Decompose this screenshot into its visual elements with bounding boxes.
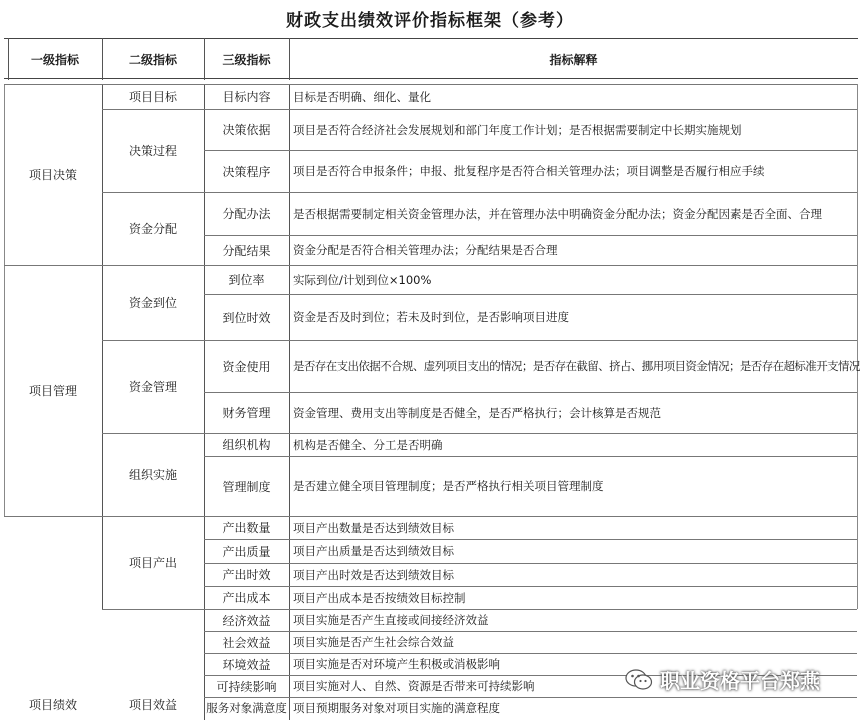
level3-cell: 产出成本 xyxy=(222,591,271,605)
page-title: 财政支出绩效评价指标框架（参考） xyxy=(286,11,574,31)
level3-cell: 到位时效 xyxy=(222,310,271,325)
level2-cell: 资金到位 xyxy=(128,296,177,310)
explanation-cell: 资金是否及时到位；若未及时到位，是否影响项目进度 xyxy=(293,310,569,324)
explanation-cell: 项目是否符合申报条件；申报、批复程序是否符合相关管理办法；项目调整是否履行相应手续 xyxy=(293,164,765,178)
explanation-cell: 资金管理、费用支出等制度是否健全，是否严格执行；会计核算是否规范 xyxy=(293,405,661,420)
explanation-cell: 项目实施对人、自然、资源是否带来可持续影响 xyxy=(293,679,535,693)
level2-cell: 项目产出 xyxy=(128,556,177,570)
explanation-cell: 是否根据需要制定相关资金管理办法，并在管理办法中明确资金分配办法；资金分配因素是否全面、合理 xyxy=(293,206,822,221)
level2-cell: 资金管理 xyxy=(128,380,177,394)
explanation-cell: 项目实施是否产生社会综合效益 xyxy=(293,635,454,649)
explanation-cell: 项目产出数量是否达到绩效目标 xyxy=(293,520,454,535)
level1-cell: 项目管理 xyxy=(28,384,77,398)
watermark-text: 职业资格平台郑燕 xyxy=(660,669,820,693)
explanation-cell: 是否建立健全项目管理制度；是否严格执行相关项目管理制度 xyxy=(293,479,604,493)
watermark xyxy=(624,665,820,694)
explanation-cell: 项目产出时效是否达到绩效目标 xyxy=(293,567,454,582)
explanation-cell: 项目实施是否对环境产生积极或消极影响 xyxy=(293,657,500,671)
explanation-cell: 项目是否符合经济社会发展规划和部门年度工作计划；是否根据需要制定中长期实施规划 xyxy=(293,122,742,137)
level2-cell: 决策过程 xyxy=(128,144,177,158)
level2-cell: 项目效益 xyxy=(128,697,177,712)
level2-cell: 组织实施 xyxy=(128,468,177,482)
level3-cell: 分配办法 xyxy=(222,207,271,221)
explanation-cell: 项目产出质量是否达到绩效目标 xyxy=(293,544,454,558)
explanation-cell: 项目产出成本是否按绩效目标控制 xyxy=(293,590,466,605)
level3-cell: 资金使用 xyxy=(222,359,271,374)
level2-cell: 项目目标 xyxy=(128,90,177,104)
level3-cell: 分配结果 xyxy=(222,243,271,258)
level3-cell: 管理制度 xyxy=(222,479,271,494)
level3-cell: 目标内容 xyxy=(222,90,271,104)
header-level2: 二级指标 xyxy=(128,52,177,67)
level3-cell: 产出质量 xyxy=(222,544,271,559)
level3-cell: 决策依据 xyxy=(222,123,271,137)
level3-cell: 经济效益 xyxy=(222,613,271,628)
level2-cell: 资金分配 xyxy=(128,222,177,236)
explanation-cell: 资金分配是否符合相关管理办法；分配结果是否合理 xyxy=(293,243,558,257)
explanation-cell: 目标是否明确、细化、量化 xyxy=(293,89,431,104)
level3-cell: 财务管理 xyxy=(222,406,271,420)
level3-cell: 社会效益 xyxy=(222,635,271,650)
level3-cell: 决策程序 xyxy=(222,164,271,179)
level3-cell: 产出数量 xyxy=(222,521,271,535)
level3-cell: 到位率 xyxy=(228,273,265,287)
header-level1: 一级指标 xyxy=(30,52,79,67)
level3-cell: 可持续影响 xyxy=(216,679,277,694)
explanation-cell: 实际到位/计划到位×100% xyxy=(293,272,432,287)
header-level3: 三级指标 xyxy=(222,52,271,67)
explanation-cell: 机构是否健全、分工是否明确 xyxy=(293,437,443,452)
level3-cell: 组织机构 xyxy=(222,438,271,452)
explanation-cell: 项目预期服务对象对项目实施的满意程度 xyxy=(293,701,500,715)
level3-cell: 产出时效 xyxy=(222,568,271,582)
wechat-icon xyxy=(624,667,654,693)
header-explanation: 指标解释 xyxy=(549,52,598,67)
level3-cell: 环境效益 xyxy=(222,657,271,672)
level1-cell: 项目决策 xyxy=(28,168,77,182)
explanation-cell: 是否存在支出依据不合规、虚列项目支出的情况；是否存在截留、挤占、挪用项目资金情况；是否存在超标准开支情况 xyxy=(293,359,860,373)
level3-cell: 服务对象满意度 xyxy=(206,701,287,715)
explanation-cell: 项目实施是否产生直接或间接经济效益 xyxy=(293,613,489,627)
level1-cell: 项目绩效 xyxy=(28,697,77,712)
